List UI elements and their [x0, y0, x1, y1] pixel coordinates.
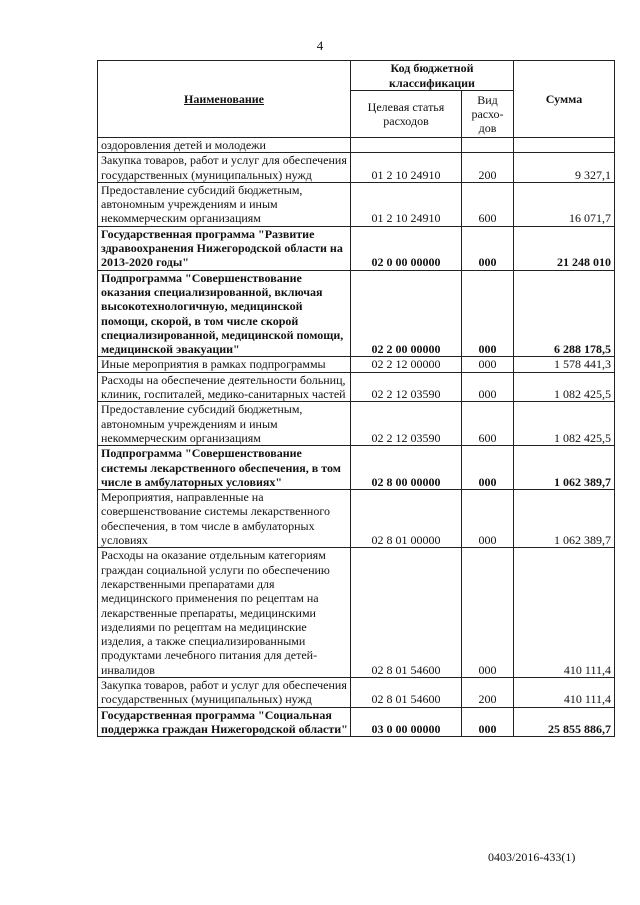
cell-sum: 1 082 425,5	[514, 402, 615, 446]
cell-code: 02 2 00 00000	[351, 270, 462, 357]
cell-type: 000	[462, 707, 514, 737]
cell-code	[351, 138, 462, 153]
table-row	[98, 153, 615, 183]
cell-name: Иные мероприятия в рамках подпрограммы	[98, 357, 351, 372]
cell-name: Предоставление субсидий бюджетным, автономным учреждениям и иным некоммерческим организациям	[98, 182, 351, 226]
cell-name: Закупка товаров, работ и услуг для обеспечения государственных (муниципальных) нужд	[98, 677, 351, 707]
cell-name: Подпрограмма "Совершенствование системы лекарственного обеспечения, в том числе в амбулаторных условиях"	[98, 446, 351, 490]
table-row	[98, 372, 615, 402]
table-row	[98, 402, 615, 446]
table-row	[98, 138, 615, 153]
page-number: 4	[316, 38, 324, 53]
header-amount: Сумма	[514, 61, 615, 138]
header-target-article: Целевая статья расходов	[351, 91, 462, 138]
cell-sum: 9 327,1	[514, 153, 615, 183]
table-row	[98, 548, 615, 678]
cell-name: Подпрограмма "Совершенствование оказания специализированной, включая высокотехнологичную, медицинской помощи, скорой, в том числе скорой специализированной, медицинской помощи, медицинской эвакуации"	[98, 270, 351, 357]
cell-sum: 1 082 425,5	[514, 372, 615, 402]
cell-code: 02 2 12 03590	[351, 372, 462, 402]
cell-type: 000	[462, 357, 514, 372]
cell-name: оздоровления детей и молодежи	[98, 138, 351, 153]
cell-sum: 6 288 178,5	[514, 270, 615, 357]
cell-sum	[514, 138, 615, 153]
cell-code: 03 0 00 00000	[351, 707, 462, 737]
cell-sum: 1 578 441,3	[514, 357, 615, 372]
cell-sum: 410 111,4	[514, 677, 615, 707]
cell-sum: 16 071,7	[514, 182, 615, 226]
table-body	[98, 138, 615, 737]
cell-type: 000	[462, 548, 514, 678]
cell-sum: 1 062 389,7	[514, 446, 615, 490]
cell-code: 01 2 10 24910	[351, 153, 462, 183]
cell-name: Расходы на оказание отдельным категориям граждан социальной услуги по обеспечению лекарственными препаратами для медицинского применения по рецептам на лекарственные препараты, медицинскими изделиями по рецептам на медицинские изделия, а также специализированными продуктами лечебного питания для детей-инвалидов	[98, 548, 351, 678]
header-expense-type: Вид расхо-дов	[462, 91, 514, 138]
cell-code: 02 8 01 54600	[351, 677, 462, 707]
cell-type: 200	[462, 153, 514, 183]
table-header	[98, 61, 615, 138]
cell-name: Закупка товаров, работ и услуг для обеспечения государственных (муниципальных) нужд	[98, 153, 351, 183]
budget-table	[97, 60, 615, 737]
cell-type	[462, 138, 514, 153]
cell-name: Расходы на обеспечение деятельности больниц, клиник, госпиталей, медико-санитарных частей	[98, 372, 351, 402]
cell-type: 600	[462, 182, 514, 226]
cell-sum: 410 111,4	[514, 548, 615, 678]
table-row	[98, 182, 615, 226]
cell-code: 02 8 01 00000	[351, 490, 462, 548]
cell-code: 01 2 10 24910	[351, 182, 462, 226]
cell-name: Государственная программа "Развитие здравоохранения Нижегородской области на 2013-2020 годы"	[98, 226, 351, 270]
cell-type: 000	[462, 490, 514, 548]
cell-code: 02 2 12 00000	[351, 357, 462, 372]
cell-sum: 25 855 886,7	[514, 707, 615, 737]
cell-type: 000	[462, 226, 514, 270]
header-name: Наименование	[98, 61, 351, 138]
cell-sum: 21 248 010	[514, 226, 615, 270]
cell-code: 02 8 01 54600	[351, 548, 462, 678]
table-row	[98, 357, 615, 372]
cell-name: Предоставление субсидий бюджетным, автономным учреждениям и иным некоммерческим организациям	[98, 402, 351, 446]
table-row	[98, 226, 615, 270]
table-row	[98, 677, 615, 707]
cell-type: 000	[462, 372, 514, 402]
table-row	[98, 270, 615, 357]
cell-type: 000	[462, 446, 514, 490]
table-row	[98, 490, 615, 548]
cell-type: 600	[462, 402, 514, 446]
table-row	[98, 707, 615, 737]
cell-name: Государственная программа "Социальная поддержка граждан Нижегородской области"	[98, 707, 351, 737]
cell-type: 000	[462, 270, 514, 357]
table-row	[98, 446, 615, 490]
cell-name: Мероприятия, направленные на совершенствование системы лекарственного обеспечения, в том числе в амбулаторных условиях	[98, 490, 351, 548]
document-code: 0403/2016-433(1)	[488, 850, 576, 864]
header-budget-code: Код бюджетной классификации	[351, 61, 514, 91]
cell-code: 02 8 00 00000	[351, 446, 462, 490]
cell-code: 02 2 12 03590	[351, 402, 462, 446]
cell-sum: 1 062 389,7	[514, 490, 615, 548]
cell-code: 02 0 00 00000	[351, 226, 462, 270]
cell-type: 200	[462, 677, 514, 707]
